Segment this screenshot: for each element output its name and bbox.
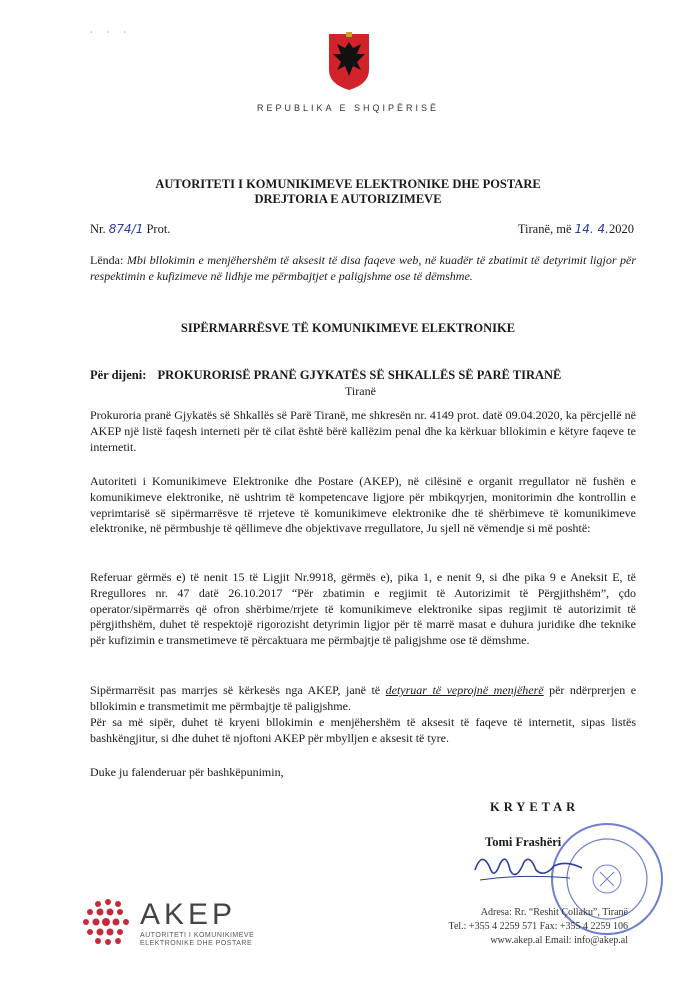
recipients-heading: SIPËRMARRËSVE TË KOMUNIKIMEVE ELEKTRONIKE [180,321,516,335]
footer-address: Adresa: Rr. “Reshit Çollaku”, Tiranë [480,907,628,918]
akep-logo-subtitle: AUTORITETI I KOMUNIKIMEVE ELEKTRONIKE DHE POSTARE [140,932,255,947]
body-paragraph-1: Prokuroria pranë Gjykatës së Shkallës së Parë Tiranë, me shkresën nr. 4149 prot. datë 09.04.2020, ka përcjellë në AKEP një listë faqesh interneti për të cilat është bërë kallëzim penal dhe ka kërkuar bllokimin e këtyre faqeve te internetit. [90,408,636,454]
authority-name: AUTORITETI I KOMUNIKIMEVE ELEKTRONIKE DHE POSTARE [155,177,541,191]
protocol-number-handwritten: 874/1 [108,222,144,236]
scan-marks: · · · [90,28,132,37]
footer-contact [449,906,628,948]
cc-recipient: PROKURORISË PRANË GJYKATËS SË SHKALLËS SË PARË TIRANË [157,368,562,382]
akep-logo-text: AKEP [140,898,237,931]
body-paragraph-2: Autoriteti i Komunikimeve Elektronike dhe Postare (AKEP), në cilësinë e organit rregullator në fushën e komunikimeve elektronike, në ushtrim të kompetencave ligjore për mbikqyrjen, monitorimin dhe kontrollin e veprimtarisë së sipërmarrësve të rrjeteve të komunikimeve elektronike dhe të shërbimeve të komunikimeve elektronike, në përmbushje të qëllimeve dhe objektivave rregullatore, Ju sjell në vëmendje si më poshtë: [90,474,636,536]
cc-city: Tiranë [345,384,376,398]
signatory-name: Tomi Frashëri [485,835,562,849]
country-name: REPUBLIKA E SHQIPËRISË [256,103,440,113]
document-date: Tiranë, më 14. 4.2020 [517,222,634,236]
albanian-emblem-icon [326,30,372,92]
signatory-title: KRYETAR [490,800,580,814]
cc-label: Për dijeni: [90,368,147,382]
cc-line [90,368,561,383]
authority-header [0,177,696,207]
body-paragraph-4: Sipërmarrësit pas marrjes së kërkesës nga AKEP, janë të detyruar të veprojnë menjëherë për ndërprerjen e bllokimin e transmetimit me përmbajtje të paligjshme. [90,683,637,713]
footer-web: www.akep.al Email: info@akep.al [490,935,628,946]
handwritten-signature-icon [470,840,590,890]
subject-text: Mbi bllokimin e menjëhershëm të aksesit të disa faqeve web, në kuadër të zbatimit të detyrimit ligjor për respektimin e kufizimeve në lidhje me përmbajtjet e paligjshme ose të dëmshme. [90,253,637,283]
emphasis-text: detyruar të veprojnë menjëherë [385,683,544,697]
footer-phone: Tel.: +355 4 2259 571 Fax: +355 4 2259 106 [448,921,628,932]
closing-line: Duke ju falenderuar për bashkëpunimin, [90,765,284,779]
subject-line [90,252,636,284]
subject-label: Lënda: [90,253,124,267]
akep-logo-icon [78,896,138,948]
protocol-number: Nr. 874/1 Prot. [90,222,171,236]
body-paragraph-5: Për sa më sipër, duhet të kryeni bllokimin e menjëhershëm të aksesit të faqeve të internetit, sipas listës bashkëngjitur, si dhe duhet të njoftoni AKEP për mbylljen e aksesit të tyre. [90,715,636,745]
directorate-name: DREJTORIA E AUTORIZIMEVE [254,192,442,206]
date-handwritten: 14. 4. [574,222,609,236]
body-paragraph-3: Referuar gërmës e) të nenit 15 të Ligjit Nr.9918, gërmës e), pika 1, e nenit 9, si dhe pika 9 e Aneksit E, të Rregullores nr. 47 datë 26.10.2017 “Për zbatimin e regjimit të Autorizimit të Përgjithshëm”, çdo operator/sipërmarrës që ofron shërbime/rrjete të komunikimeve elektronike sipas regjimit të autorizimit të përgjithshëm, duhet të respektojë rigorozisht detyrimin ligjor për të marrë masat e duhura juridike dhe teknike për kufizimin e transmetimeve të përcaktuara me përmbajtje të paligjshme ose të dëmshme. [90,570,636,648]
